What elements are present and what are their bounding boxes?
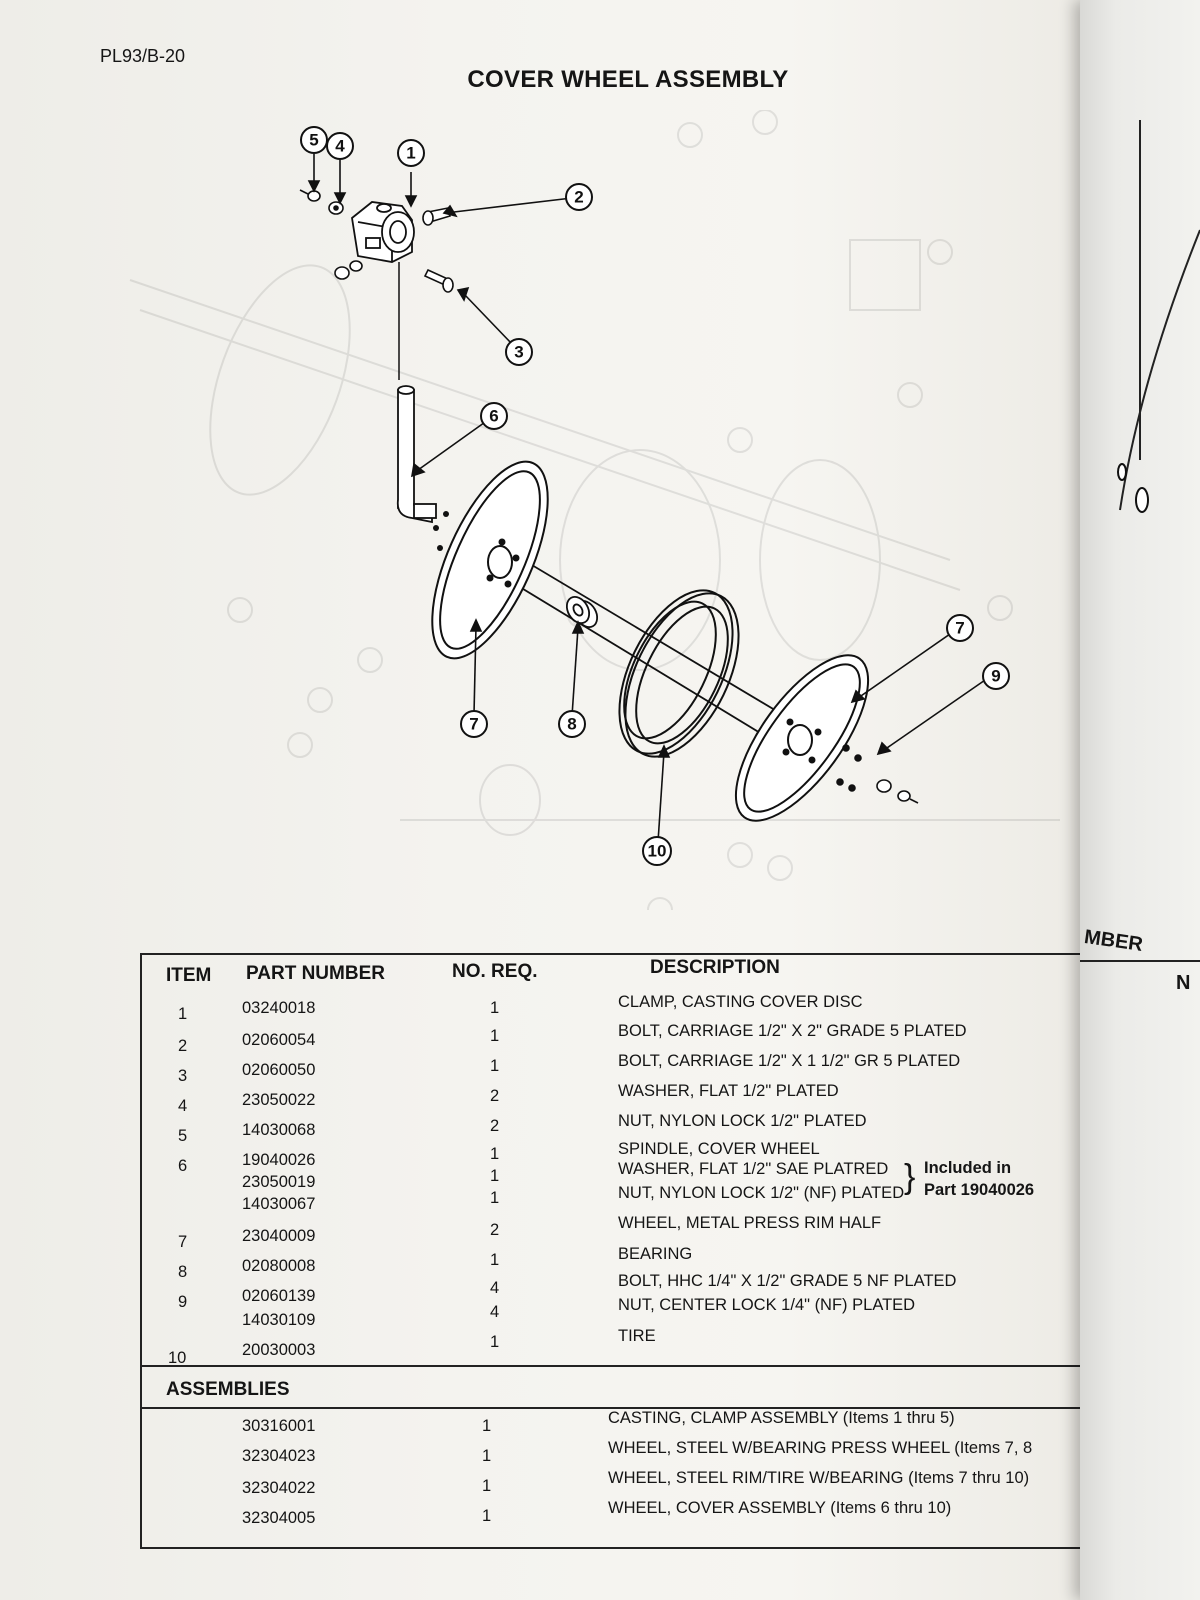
bleed-through-artwork xyxy=(130,110,1060,910)
svg-text:10: 10 xyxy=(647,841,667,861)
callout-5 xyxy=(301,127,327,153)
bearing xyxy=(562,593,601,631)
clamp-casting xyxy=(352,202,414,262)
header-description: DESCRIPTION xyxy=(650,957,780,978)
tire xyxy=(596,573,762,775)
svg-text:8: 8 xyxy=(567,714,577,734)
adjacent-page-rule xyxy=(1080,960,1200,962)
callout-7-right xyxy=(947,615,973,641)
adjacent-page-edge xyxy=(1080,0,1200,1600)
svg-text:9: 9 xyxy=(991,666,1001,686)
press-rim-half-left xyxy=(409,446,572,674)
page-code: PL93/B-20 xyxy=(100,46,186,66)
press-rim-half-right xyxy=(712,635,892,841)
header-no-req: NO. REQ. xyxy=(452,961,538,982)
svg-text:5: 5 xyxy=(309,130,319,150)
assemblies-heading: ASSEMBLIES xyxy=(166,1379,290,1400)
callout-7-left xyxy=(461,711,487,737)
svg-text:7: 7 xyxy=(469,714,479,734)
adjacent-page-diagram xyxy=(1080,80,1200,680)
callout-1 xyxy=(398,140,424,166)
svg-text:2: 2 xyxy=(574,187,584,207)
page-title: COVER WHEEL ASSEMBLY xyxy=(467,66,789,93)
svg-text:7: 7 xyxy=(955,618,965,638)
svg-text:1: 1 xyxy=(406,143,416,163)
included-brace: } xyxy=(904,1158,916,1196)
callout-8 xyxy=(559,711,585,737)
callout-6 xyxy=(481,403,507,429)
callout-10 xyxy=(643,837,671,865)
callout-4 xyxy=(327,133,353,159)
divider xyxy=(142,1365,1096,1367)
included-note: Included in Part 19040026 xyxy=(924,1159,1035,1199)
header-item: ITEM xyxy=(166,965,212,986)
parts-table: ITEM PART NUMBER NO. REQ. DESCRIPTION 1 03240018 1 CLAMP, CASTING COVER DISC 2 02060054 1 BOLT, CARRIAGE 1/2" X 2" GRADE 5 PLATED 3 02060050 1 BOLT, CARRIAGE 1/2" X 1 1/2" GR 5 PLATED 4 23050022 2 WASHER, FLAT 1/2" PLATED 5 14030068 2 NUT, NYLON LOCK 1/2" PLATED 6 19040026 1 SPINDLE, COVER WHEEL 23050019 1 WASHER, FLAT 1/2" SAE PLATRED 14030067 1 NUT, NYLON LOCK 1/2" (NF) PLATED } Included in Part 19040026 7 23040009 2 WHEEL, METAL PRESS RIM HALF 8 02080008 1 BEARING 9 02060139 4 BOLT, HHC 1/4" X 1/2" GRADE 5 NF PLATED 14030109 4 NUT, CENTER LOCK 1/4" (NF) PLATED 10 20030003 1 TIRE ASSEMBLIES 30316001 1 CASTING, CLAMP ASSEMBLY (Items 1 thru 5) 32304023 1 WHEEL, STEEL W/BEARING PRESS WHEEL (Items 7, 8 32304022 1 WHEEL, STEEL RIM/TIRE W/BEARING (Items 7 thru 10) 32304005 1 WHEEL, COVER ASSEMBLY (Items 6 thru 10) xyxy=(140,953,1096,1549)
spindle xyxy=(398,386,436,522)
svg-text:4: 4 xyxy=(335,136,345,156)
callout-9 xyxy=(983,663,1009,689)
callout-3 xyxy=(506,339,532,365)
callout-2 xyxy=(566,184,592,210)
adjacent-header-fragment: N xyxy=(1176,972,1191,994)
svg-text:6: 6 xyxy=(489,406,499,426)
adjacent-header-fragment: MBER xyxy=(1082,926,1145,956)
exploded-parts-diagram xyxy=(0,110,1080,910)
svg-text:3: 3 xyxy=(514,342,524,362)
carriage-bolts xyxy=(423,208,453,292)
header-part-number: PART NUMBER xyxy=(246,963,385,984)
